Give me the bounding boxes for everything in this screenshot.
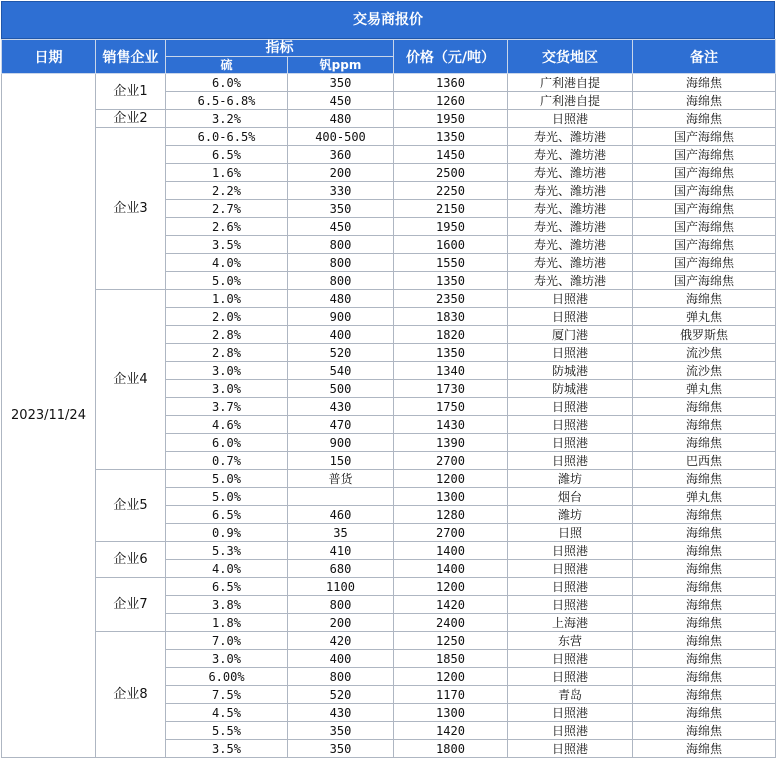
remark-cell: 国产海绵焦	[633, 236, 776, 254]
sulfur-cell: 6.5%	[166, 506, 288, 524]
sulfur-cell: 2.8%	[166, 326, 288, 344]
price-cell: 1170	[394, 686, 508, 704]
remark-cell: 海绵焦	[633, 524, 776, 542]
price-cell: 1730	[394, 380, 508, 398]
sulfur-cell: 3.7%	[166, 398, 288, 416]
price-cell: 1420	[394, 722, 508, 740]
sulfur-cell: 3.8%	[166, 596, 288, 614]
vanadium-cell: 350	[288, 740, 394, 758]
remark-cell: 国产海绵焦	[633, 182, 776, 200]
vanadium-cell	[288, 488, 394, 506]
sulfur-cell: 3.0%	[166, 362, 288, 380]
delivery-cell: 厦门港	[508, 326, 633, 344]
vanadium-cell: 410	[288, 542, 394, 560]
sulfur-cell: 1.6%	[166, 164, 288, 182]
vanadium-cell: 500	[288, 380, 394, 398]
remark-cell: 海绵焦	[633, 416, 776, 434]
price-cell: 1300	[394, 704, 508, 722]
remark-cell: 俄罗斯焦	[633, 326, 776, 344]
vanadium-cell: 150	[288, 452, 394, 470]
company-cell: 企业3	[96, 128, 166, 290]
table-row	[2, 290, 776, 308]
price-cell: 2350	[394, 290, 508, 308]
sulfur-cell: 3.0%	[166, 650, 288, 668]
sheet-title: 交易商报价	[1, 1, 775, 39]
vanadium-cell: 480	[288, 290, 394, 308]
sulfur-cell: 5.5%	[166, 722, 288, 740]
remark-cell: 流沙焦	[633, 362, 776, 380]
vanadium-cell: 520	[288, 344, 394, 362]
table-row	[2, 74, 776, 92]
price-cell: 1200	[394, 578, 508, 596]
delivery-cell: 日照	[508, 524, 633, 542]
sulfur-cell: 2.0%	[166, 308, 288, 326]
header-delivery: 交货地区	[508, 40, 633, 74]
remark-cell: 海绵焦	[633, 650, 776, 668]
vanadium-cell: 350	[288, 200, 394, 218]
price-cell: 1250	[394, 632, 508, 650]
sulfur-cell: 6.00%	[166, 668, 288, 686]
price-cell: 2700	[394, 452, 508, 470]
sulfur-cell: 4.0%	[166, 254, 288, 272]
vanadium-cell: 360	[288, 146, 394, 164]
remark-cell: 海绵焦	[633, 632, 776, 650]
header-remark: 备注	[633, 40, 776, 74]
delivery-cell: 日照港	[508, 434, 633, 452]
sulfur-cell: 5.3%	[166, 542, 288, 560]
sulfur-cell: 5.0%	[166, 272, 288, 290]
table-body	[2, 74, 776, 758]
remark-cell: 海绵焦	[633, 506, 776, 524]
remark-cell: 海绵焦	[633, 740, 776, 758]
remark-cell: 海绵焦	[633, 398, 776, 416]
price-cell: 1340	[394, 362, 508, 380]
header-date: 日期	[2, 40, 96, 74]
delivery-cell: 寿光、潍坊港	[508, 164, 633, 182]
sulfur-cell: 6.0%	[166, 74, 288, 92]
delivery-cell: 寿光、潍坊港	[508, 236, 633, 254]
remark-cell: 流沙焦	[633, 344, 776, 362]
table-row	[2, 578, 776, 596]
vanadium-cell: 430	[288, 704, 394, 722]
delivery-cell: 防城港	[508, 362, 633, 380]
price-cell: 1800	[394, 740, 508, 758]
delivery-cell: 潍坊	[508, 470, 633, 488]
vanadium-cell: 420	[288, 632, 394, 650]
sulfur-cell: 1.0%	[166, 290, 288, 308]
vanadium-cell: 540	[288, 362, 394, 380]
price-cell: 1420	[394, 596, 508, 614]
header-sulfur: 硫	[166, 57, 288, 74]
company-cell: 企业6	[96, 542, 166, 578]
price-cell: 2700	[394, 524, 508, 542]
delivery-cell: 日照港	[508, 308, 633, 326]
sulfur-cell: 5.0%	[166, 470, 288, 488]
remark-cell: 国产海绵焦	[633, 200, 776, 218]
sulfur-cell: 6.0-6.5%	[166, 128, 288, 146]
price-cell: 1350	[394, 344, 508, 362]
vanadium-cell: 200	[288, 164, 394, 182]
vanadium-cell: 450	[288, 218, 394, 236]
header-indicator: 指标	[166, 40, 394, 57]
price-cell: 1950	[394, 218, 508, 236]
price-cell: 1350	[394, 128, 508, 146]
delivery-cell: 日照港	[508, 452, 633, 470]
sulfur-cell: 4.0%	[166, 560, 288, 578]
delivery-cell: 寿光、潍坊港	[508, 254, 633, 272]
sulfur-cell: 6.5-6.8%	[166, 92, 288, 110]
vanadium-cell: 460	[288, 506, 394, 524]
remark-cell: 海绵焦	[633, 92, 776, 110]
remark-cell: 国产海绵焦	[633, 128, 776, 146]
delivery-cell: 寿光、潍坊港	[508, 218, 633, 236]
price-cell: 2250	[394, 182, 508, 200]
remark-cell: 国产海绵焦	[633, 146, 776, 164]
header-vanadium: 钒ppm	[288, 57, 394, 74]
delivery-cell: 寿光、潍坊港	[508, 182, 633, 200]
price-cell: 1400	[394, 560, 508, 578]
remark-cell: 海绵焦	[633, 614, 776, 632]
vanadium-cell: 1100	[288, 578, 394, 596]
vanadium-cell: 400-500	[288, 128, 394, 146]
table-row	[2, 470, 776, 488]
remark-cell: 海绵焦	[633, 542, 776, 560]
table-row	[2, 128, 776, 146]
price-cell: 1300	[394, 488, 508, 506]
remark-cell: 海绵焦	[633, 110, 776, 128]
remark-cell: 海绵焦	[633, 434, 776, 452]
remark-cell: 弹丸焦	[633, 380, 776, 398]
remark-cell: 海绵焦	[633, 290, 776, 308]
sulfur-cell: 2.6%	[166, 218, 288, 236]
remark-cell: 巴西焦	[633, 452, 776, 470]
price-cell: 1280	[394, 506, 508, 524]
quote-table	[1, 39, 776, 758]
sulfur-cell: 6.0%	[166, 434, 288, 452]
delivery-cell: 烟台	[508, 488, 633, 506]
remark-cell: 国产海绵焦	[633, 254, 776, 272]
vanadium-cell: 680	[288, 560, 394, 578]
header-price: 价格（元/吨）	[394, 40, 508, 74]
delivery-cell: 防城港	[508, 380, 633, 398]
remark-cell: 国产海绵焦	[633, 218, 776, 236]
sulfur-cell: 5.0%	[166, 488, 288, 506]
vanadium-cell: 450	[288, 92, 394, 110]
delivery-cell: 日照港	[508, 398, 633, 416]
vanadium-cell: 350	[288, 74, 394, 92]
sulfur-cell: 6.5%	[166, 146, 288, 164]
delivery-cell: 日照港	[508, 578, 633, 596]
company-cell: 企业2	[96, 110, 166, 128]
vanadium-cell: 800	[288, 272, 394, 290]
sulfur-cell: 2.2%	[166, 182, 288, 200]
vanadium-cell: 900	[288, 434, 394, 452]
company-cell: 企业8	[96, 632, 166, 758]
price-cell: 1390	[394, 434, 508, 452]
sulfur-cell: 2.8%	[166, 344, 288, 362]
price-cell: 1550	[394, 254, 508, 272]
remark-cell: 国产海绵焦	[633, 164, 776, 182]
vanadium-cell: 35	[288, 524, 394, 542]
price-cell: 1450	[394, 146, 508, 164]
sulfur-cell: 4.5%	[166, 704, 288, 722]
price-cell: 2500	[394, 164, 508, 182]
remark-cell: 海绵焦	[633, 470, 776, 488]
delivery-cell: 寿光、潍坊港	[508, 272, 633, 290]
delivery-cell: 日照港	[508, 110, 633, 128]
price-cell: 1400	[394, 542, 508, 560]
vanadium-cell: 800	[288, 254, 394, 272]
vanadium-cell: 900	[288, 308, 394, 326]
sulfur-cell: 1.8%	[166, 614, 288, 632]
vanadium-cell: 520	[288, 686, 394, 704]
vanadium-cell: 800	[288, 668, 394, 686]
delivery-cell: 日照港	[508, 668, 633, 686]
remark-cell: 国产海绵焦	[633, 272, 776, 290]
vanadium-cell: 800	[288, 596, 394, 614]
vanadium-cell: 普货	[288, 470, 394, 488]
delivery-cell: 潍坊	[508, 506, 633, 524]
delivery-cell: 日照港	[508, 290, 633, 308]
price-cell: 1850	[394, 650, 508, 668]
table-row	[2, 110, 776, 128]
vanadium-cell: 330	[288, 182, 394, 200]
remark-cell: 海绵焦	[633, 704, 776, 722]
remark-cell: 海绵焦	[633, 668, 776, 686]
remark-cell: 海绵焦	[633, 596, 776, 614]
sulfur-cell: 0.9%	[166, 524, 288, 542]
price-cell: 2150	[394, 200, 508, 218]
company-cell: 企业7	[96, 578, 166, 632]
price-cell: 1360	[394, 74, 508, 92]
price-cell: 1830	[394, 308, 508, 326]
price-sheet	[1, 1, 775, 758]
sulfur-cell: 3.2%	[166, 110, 288, 128]
remark-cell: 海绵焦	[633, 686, 776, 704]
vanadium-cell: 350	[288, 722, 394, 740]
remark-cell: 海绵焦	[633, 722, 776, 740]
sulfur-cell: 2.7%	[166, 200, 288, 218]
sulfur-cell: 3.5%	[166, 236, 288, 254]
delivery-cell: 日照港	[508, 542, 633, 560]
sulfur-cell: 4.6%	[166, 416, 288, 434]
price-cell: 1950	[394, 110, 508, 128]
delivery-cell: 日照港	[508, 722, 633, 740]
remark-cell: 海绵焦	[633, 560, 776, 578]
table-header	[2, 40, 776, 74]
delivery-cell: 日照港	[508, 650, 633, 668]
company-cell: 企业1	[96, 74, 166, 110]
delivery-cell: 青岛	[508, 686, 633, 704]
sulfur-cell: 6.5%	[166, 578, 288, 596]
price-cell: 2400	[394, 614, 508, 632]
company-cell: 企业4	[96, 290, 166, 470]
delivery-cell: 寿光、潍坊港	[508, 128, 633, 146]
remark-cell: 弹丸焦	[633, 308, 776, 326]
vanadium-cell: 200	[288, 614, 394, 632]
price-cell: 1750	[394, 398, 508, 416]
price-cell: 1430	[394, 416, 508, 434]
remark-cell: 海绵焦	[633, 578, 776, 596]
price-cell: 1200	[394, 470, 508, 488]
sulfur-cell: 0.7%	[166, 452, 288, 470]
sulfur-cell: 7.5%	[166, 686, 288, 704]
price-cell: 1260	[394, 92, 508, 110]
delivery-cell: 广利港自提	[508, 74, 633, 92]
vanadium-cell: 800	[288, 236, 394, 254]
sulfur-cell: 3.0%	[166, 380, 288, 398]
sulfur-cell: 3.5%	[166, 740, 288, 758]
date-cell: 2023/11/24	[2, 74, 96, 758]
header-company: 销售企业	[96, 40, 166, 74]
delivery-cell: 日照港	[508, 704, 633, 722]
delivery-cell: 东营	[508, 632, 633, 650]
price-cell: 1200	[394, 668, 508, 686]
vanadium-cell: 430	[288, 398, 394, 416]
vanadium-cell: 400	[288, 326, 394, 344]
vanadium-cell: 400	[288, 650, 394, 668]
delivery-cell: 上海港	[508, 614, 633, 632]
delivery-cell: 日照港	[508, 560, 633, 578]
price-cell: 1350	[394, 272, 508, 290]
remark-cell: 弹丸焦	[633, 488, 776, 506]
delivery-cell: 寿光、潍坊港	[508, 146, 633, 164]
sulfur-cell: 7.0%	[166, 632, 288, 650]
price-cell: 1820	[394, 326, 508, 344]
table-row	[2, 632, 776, 650]
company-cell: 企业5	[96, 470, 166, 542]
delivery-cell: 日照港	[508, 416, 633, 434]
delivery-cell: 寿光、潍坊港	[508, 200, 633, 218]
delivery-cell: 日照港	[508, 740, 633, 758]
table-row	[2, 542, 776, 560]
vanadium-cell: 470	[288, 416, 394, 434]
price-cell: 1600	[394, 236, 508, 254]
delivery-cell: 广利港自提	[508, 92, 633, 110]
remark-cell: 海绵焦	[633, 74, 776, 92]
delivery-cell: 日照港	[508, 596, 633, 614]
vanadium-cell: 480	[288, 110, 394, 128]
delivery-cell: 日照港	[508, 344, 633, 362]
